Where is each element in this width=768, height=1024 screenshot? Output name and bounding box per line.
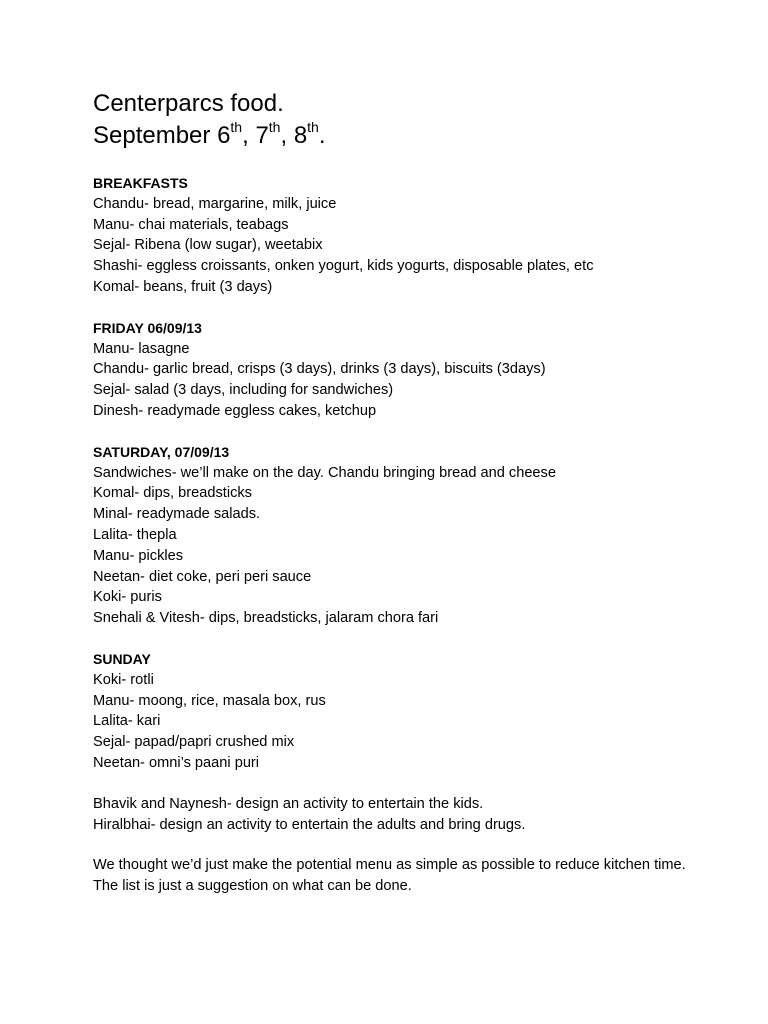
- list-item: Komal- beans, fruit (3 days): [93, 278, 273, 295]
- list-item: Lalita- thepla: [93, 526, 177, 543]
- title-line-2: [93, 120, 733, 152]
- list-item: Chandu- bread, margarine, milk, juice: [93, 195, 337, 212]
- activities-paragraph: [93, 794, 733, 836]
- list-item: Minal- readymade salads.: [93, 506, 261, 523]
- list-item: Neetan- diet coke, peri peri sauce: [93, 568, 312, 585]
- list-item: Sandwiches- we’ll make on the day. Chandu bringing bread and cheese: [93, 464, 556, 481]
- list-item: Shashi- eggless croissants, onken yogurt, kids yogurts, disposable plates, etc: [93, 258, 594, 275]
- list-item: Manu- moong, rice, masala box, rus: [93, 692, 326, 709]
- list-item: Sejal- papad/papri crushed mix: [93, 734, 295, 751]
- list-item: Dinesh- readymade eggless cakes, ketchup: [93, 402, 377, 419]
- section-heading: SUNDAY: [93, 650, 151, 667]
- title-sup-1: th: [230, 119, 243, 135]
- closing-line: The list is just a suggestion on what can be done.: [93, 878, 412, 895]
- list-item: Manu- lasagne: [93, 340, 190, 357]
- title-date-prefix: September 6: [93, 122, 231, 149]
- document-title: [93, 88, 733, 152]
- section-breakfasts: [93, 173, 733, 298]
- closing-line: We thought we’d just make the potential menu as simple as possible to reduce kitchen time.: [93, 857, 686, 874]
- title-sup-2: th: [268, 119, 281, 135]
- list-item: Sejal- Ribena (low sugar), weetabix: [93, 237, 323, 254]
- list-item: Snehali & Vitesh- dips, breadsticks, jalaram chora fari: [93, 610, 439, 627]
- title-sep-2: , 8: [280, 122, 308, 149]
- list-item: Lalita- kari: [93, 713, 161, 730]
- section-friday: [93, 318, 733, 422]
- title-line-1: Centerparcs food.: [93, 90, 284, 117]
- document-page: [93, 88, 733, 897]
- title-suffix: .: [318, 122, 326, 149]
- activity-line: Bhavik and Naynesh- design an activity to entertain the kids.: [93, 795, 484, 812]
- list-item: Komal- dips, breadsticks: [93, 485, 252, 502]
- list-item: Chandu- garlic bread, crisps (3 days), drinks (3 days), biscuits (3days): [93, 361, 546, 378]
- list-item: Koki- puris: [93, 589, 162, 606]
- title-sep-1: , 7: [242, 122, 269, 149]
- list-item: Neetan- omni’s paani puri: [93, 754, 260, 771]
- section-saturday: [93, 442, 733, 629]
- list-item: Sejal- salad (3 days, including for sandwiches): [93, 382, 394, 399]
- section-heading: FRIDAY 06/09/13: [93, 319, 202, 336]
- list-item: Manu- pickles: [93, 547, 184, 564]
- list-item: Koki- rotli: [93, 671, 154, 688]
- section-sunday: [93, 649, 733, 774]
- activity-line: Hiralbhai- design an activity to entertain the adults and bring drugs.: [93, 816, 526, 833]
- title-sup-3: th: [307, 119, 319, 135]
- list-item: Manu- chai materials, teabags: [93, 216, 289, 233]
- closing-paragraph: [93, 855, 733, 897]
- section-heading: BREAKFASTS: [93, 175, 188, 191]
- section-heading: SATURDAY, 07/09/13: [93, 443, 230, 460]
